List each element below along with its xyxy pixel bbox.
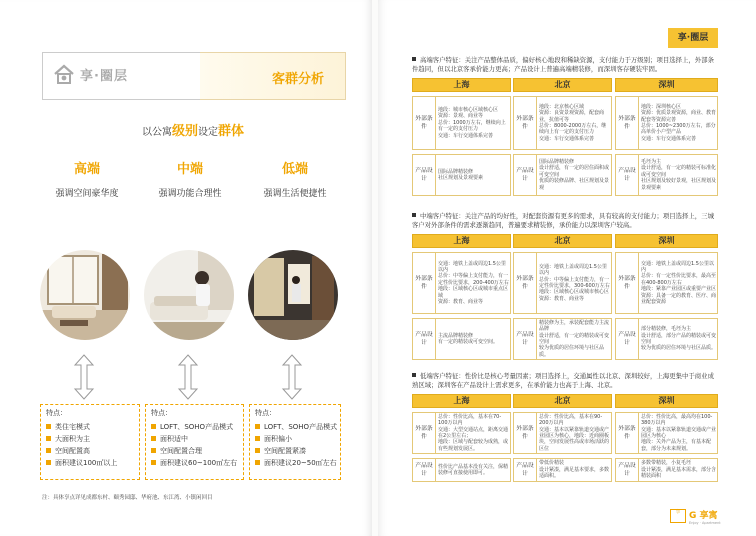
row-label: 外部条件	[413, 253, 436, 313]
feature-item: 空间配置紧凑	[255, 445, 335, 457]
logo-text: 享·圈层	[80, 68, 128, 84]
row-label: 产品设计	[413, 155, 436, 195]
cell-value: 多数带精装，小复毛坯 设计紧凑，满足基本需求，部分含精装面积	[641, 460, 717, 480]
segment-text: 中端客户特征：关注产品的均好性，对配套资源有更多的需求，具有较高的支付能力；项目选择上，三城客户对外部条件的需求逐渐趋同，普遍要求精装修，承价能力以深圳客户较高。	[412, 212, 714, 229]
row-label: 外部条件	[514, 253, 537, 313]
table-cell	[615, 252, 718, 314]
row-label: 产品设计	[616, 319, 639, 359]
cell-value: 总价：性价比高，基本在70-100万以内 交通：大型交通站点，距离交通在2公里左右； 地段：区域与配套较为成熟，或有些规划发展区。	[438, 413, 509, 452]
feature-box-low	[249, 404, 341, 480]
feature-head: 特点：	[46, 409, 67, 417]
city-header: 上海	[412, 234, 511, 248]
tier-name: 高端	[73, 162, 100, 177]
table-cell	[513, 412, 612, 454]
table-cell	[513, 154, 612, 196]
row-label: 产品设计	[413, 459, 436, 481]
table-cell	[513, 458, 612, 482]
house-icon	[53, 64, 75, 84]
double-arrow-icon	[177, 354, 199, 400]
city-header: 上海	[412, 78, 511, 92]
segment-text: 低端客户特征：性价比是核心考量因素；项目选择上，交通属性以北京、深圳较好，上海更集中于商业成熟区域；深圳客在产品设计上需求更多，在承价能力也高于上海、北京。	[412, 372, 714, 389]
row-label: 产品设计	[413, 319, 436, 359]
row-label: 外部条件	[413, 413, 436, 453]
city-header: 深圳	[615, 394, 718, 408]
row-label: 产品设计	[514, 459, 537, 481]
table-cell	[412, 154, 511, 196]
bullet-square-icon	[412, 373, 416, 377]
cell-value: 地段：深圳核心区 资源：优质景观资源，商业、教育配套等资源完善 总价：1000~2300万左右，部分高单价小户型产品 交通：车行交通体系完善	[641, 103, 717, 142]
tier-name: 低端	[281, 162, 308, 177]
table-cell	[615, 154, 718, 196]
cell-value: 总价：性价比高，基本在90-200万以内 交通：基本以紧靠轨道交通或产业园区为核心，地段：近商圈板块，空间发展性高或市场活跃的区位	[539, 413, 610, 452]
table-cell	[615, 318, 718, 360]
feature-box-mid	[145, 404, 244, 480]
row-label: 外部条件	[616, 253, 639, 313]
slogan-pre: 以公寓	[142, 127, 172, 138]
footer-sub: Enjoy · Apartment	[689, 520, 721, 525]
photo-compact-interior	[248, 250, 338, 340]
feature-head: 特点：	[255, 409, 276, 417]
city-header: 北京	[513, 394, 612, 408]
row-label: 外部条件	[413, 97, 436, 149]
cell-value: 主流品牌精装修 有一定的精装或可变空间。	[438, 332, 499, 345]
page-title: 客群分析	[271, 72, 324, 87]
table-cell	[513, 318, 612, 360]
table-cell	[513, 252, 612, 314]
tier-low	[240, 158, 350, 199]
tier-desc: 强调空间豪华度	[55, 189, 119, 199]
segment-description	[412, 372, 720, 389]
segment-description	[412, 56, 720, 73]
table-cell	[412, 458, 511, 482]
row-label: 外部条件	[616, 413, 639, 453]
city-header: 上海	[412, 394, 511, 408]
cell-value: 部分精装修，毛坯为主 设计舒适，部分产品的精装或可变空间 较为优质的居住环境与社区品质。	[641, 326, 717, 352]
cell-value: 精装修为主，承装配套能力主流品牌 设计舒适，有一定的精装或可变空间 较为优质的居住环境与社区品质。	[539, 319, 610, 358]
feature-item: 面积适中	[151, 433, 238, 445]
city-header: 深圳	[615, 78, 718, 92]
table-cell	[412, 412, 511, 454]
row-label: 外部条件	[616, 97, 639, 149]
feature-item: 空间配置合理	[151, 445, 238, 457]
feature-box-high	[40, 404, 140, 480]
table-cell	[513, 96, 612, 150]
photo-luxury-interior	[40, 250, 130, 340]
cell-value: 带低价精装 设计紧凑，满足基本要求，多数适面积。	[539, 460, 610, 480]
table-cell	[412, 318, 511, 360]
row-label: 产品设计	[616, 155, 639, 195]
footer-brand: G 享寓	[689, 510, 718, 521]
double-arrow-icon	[281, 354, 303, 400]
cell-value: 总价：性价比高，最高均在100-380万以内 交通：基本以紧靠轨道交通或产业园区为核心 地段：关外产品为主，有基本配套，部分为未来规划。	[641, 413, 717, 452]
tier-desc: 强调功能合理性	[158, 189, 222, 199]
feature-item: 面积建议60~100㎡左右	[151, 457, 238, 469]
segment-description	[412, 212, 720, 229]
feature-item: 大面积为主	[46, 433, 134, 445]
brand-logo	[53, 64, 128, 84]
slogan	[142, 120, 244, 139]
feature-item: 类住宅模式	[46, 421, 134, 433]
cell-value: 性价比产品基本没有关注，保精装修可直接使用即可。	[438, 463, 509, 476]
cell-value: 交通：地铁上盖或周边1.5公里以内 总价：中等偏上支付能力，有一定性价比要求，300-600万左右 地段：区域核心区或城市核心区 资源：教育、商业等	[539, 263, 610, 302]
tier-name: 中端	[176, 162, 203, 177]
footnote: 注：具体享点详见成都东村、颐秀园邸、华府池、东江湾、小镇闲回目	[42, 495, 213, 501]
slogan-mid: 设定	[198, 127, 219, 138]
cell-value: 毛坯为主 设计舒适，有一定的精装可标准化或可变空间 社区规划及较好景观，社区规划及景观要素	[641, 158, 717, 191]
feature-item: 空间配置高	[46, 445, 134, 457]
table-cell	[412, 252, 511, 314]
slogan-highlight-2: 群体	[218, 124, 245, 139]
segment-text: 高端客户特征：关注产品整体品质，偏好核心地段和稀缺资源，支付能力于万级别；项目选择上，外部条件趋同，但以北京客承价能力更高；产品设计上普遍高端精装修，而深圳客存硬装牢固。	[412, 56, 714, 73]
cell-value: 地段：北京核心区域 资源：良资景观资源，配套商业，抗值可等 总价：8000-2000万左右，继续向上有一定的支付压力 交通：车行交通体系完善	[539, 103, 607, 142]
cell-value: 国际品牌精装修 社区规划及景观要素	[438, 168, 484, 181]
cell-value: 交通：地铁上盖或周边1.5公里以内 总价：有一定性价比要求，最高至在400-800万左右 地段：紧靠产业园区或重要产业区 资源：具备一定的教育、医疗、商业配套资源	[641, 260, 717, 306]
row-label: 外部条件	[514, 97, 537, 149]
section-tab: 享·圈层	[668, 28, 718, 48]
feature-item: 面积建议100㎡以上	[46, 457, 134, 469]
feature-item: 面积偏小	[255, 433, 335, 445]
row-label: 产品设计	[616, 459, 639, 481]
tier-high	[32, 158, 142, 199]
city-header: 深圳	[615, 234, 718, 248]
left-page	[0, 0, 372, 536]
banner-logo-panel	[42, 52, 200, 100]
footer-badge: 享	[670, 509, 686, 523]
row-label: 产品设计	[514, 155, 537, 195]
row-label: 外部条件	[514, 413, 537, 453]
tier-desc: 强调生活便捷性	[263, 189, 327, 199]
photo-mid-interior	[144, 250, 234, 340]
section-banner	[42, 52, 346, 100]
table-cell	[615, 96, 718, 150]
feature-item: LOFT、SOHO产品模式	[151, 421, 238, 433]
feature-head: 特点：	[151, 409, 172, 417]
table-cell	[615, 458, 718, 482]
city-header: 北京	[513, 234, 612, 248]
row-label: 产品设计	[514, 319, 537, 359]
slogan-highlight-1: 级别	[172, 124, 199, 139]
tier-mid	[135, 158, 245, 199]
footer-logo	[670, 506, 724, 526]
cell-value: 交通：地铁上盖或周边1.5公里以内 总价：中等偏上支付能力，有一定性价比要求，200-400万左右 地段：区域核心区或城市重点区域 资源：教育、商业等	[438, 260, 509, 306]
city-header: 北京	[513, 78, 612, 92]
feature-item: 面积建议20~50㎡左右	[255, 457, 335, 469]
table-cell	[615, 412, 718, 454]
bullet-square-icon	[412, 213, 416, 217]
cell-value: 国际品牌精装修 设计舒适，有一定的居住面积或可变空间 优质的装修品牌、社区规划及景观	[539, 158, 610, 191]
table-cell	[412, 96, 511, 150]
bullet-square-icon	[412, 57, 416, 61]
feature-item: LOFT、SOHO产品模式	[255, 421, 335, 433]
cell-value: 地段：城市核心区域核心区 资源：景观、商业等 总价：1000万左右，继续向上有一定的支付压力 交通：车行交通体系完善	[438, 106, 506, 139]
double-arrow-icon	[73, 354, 95, 400]
